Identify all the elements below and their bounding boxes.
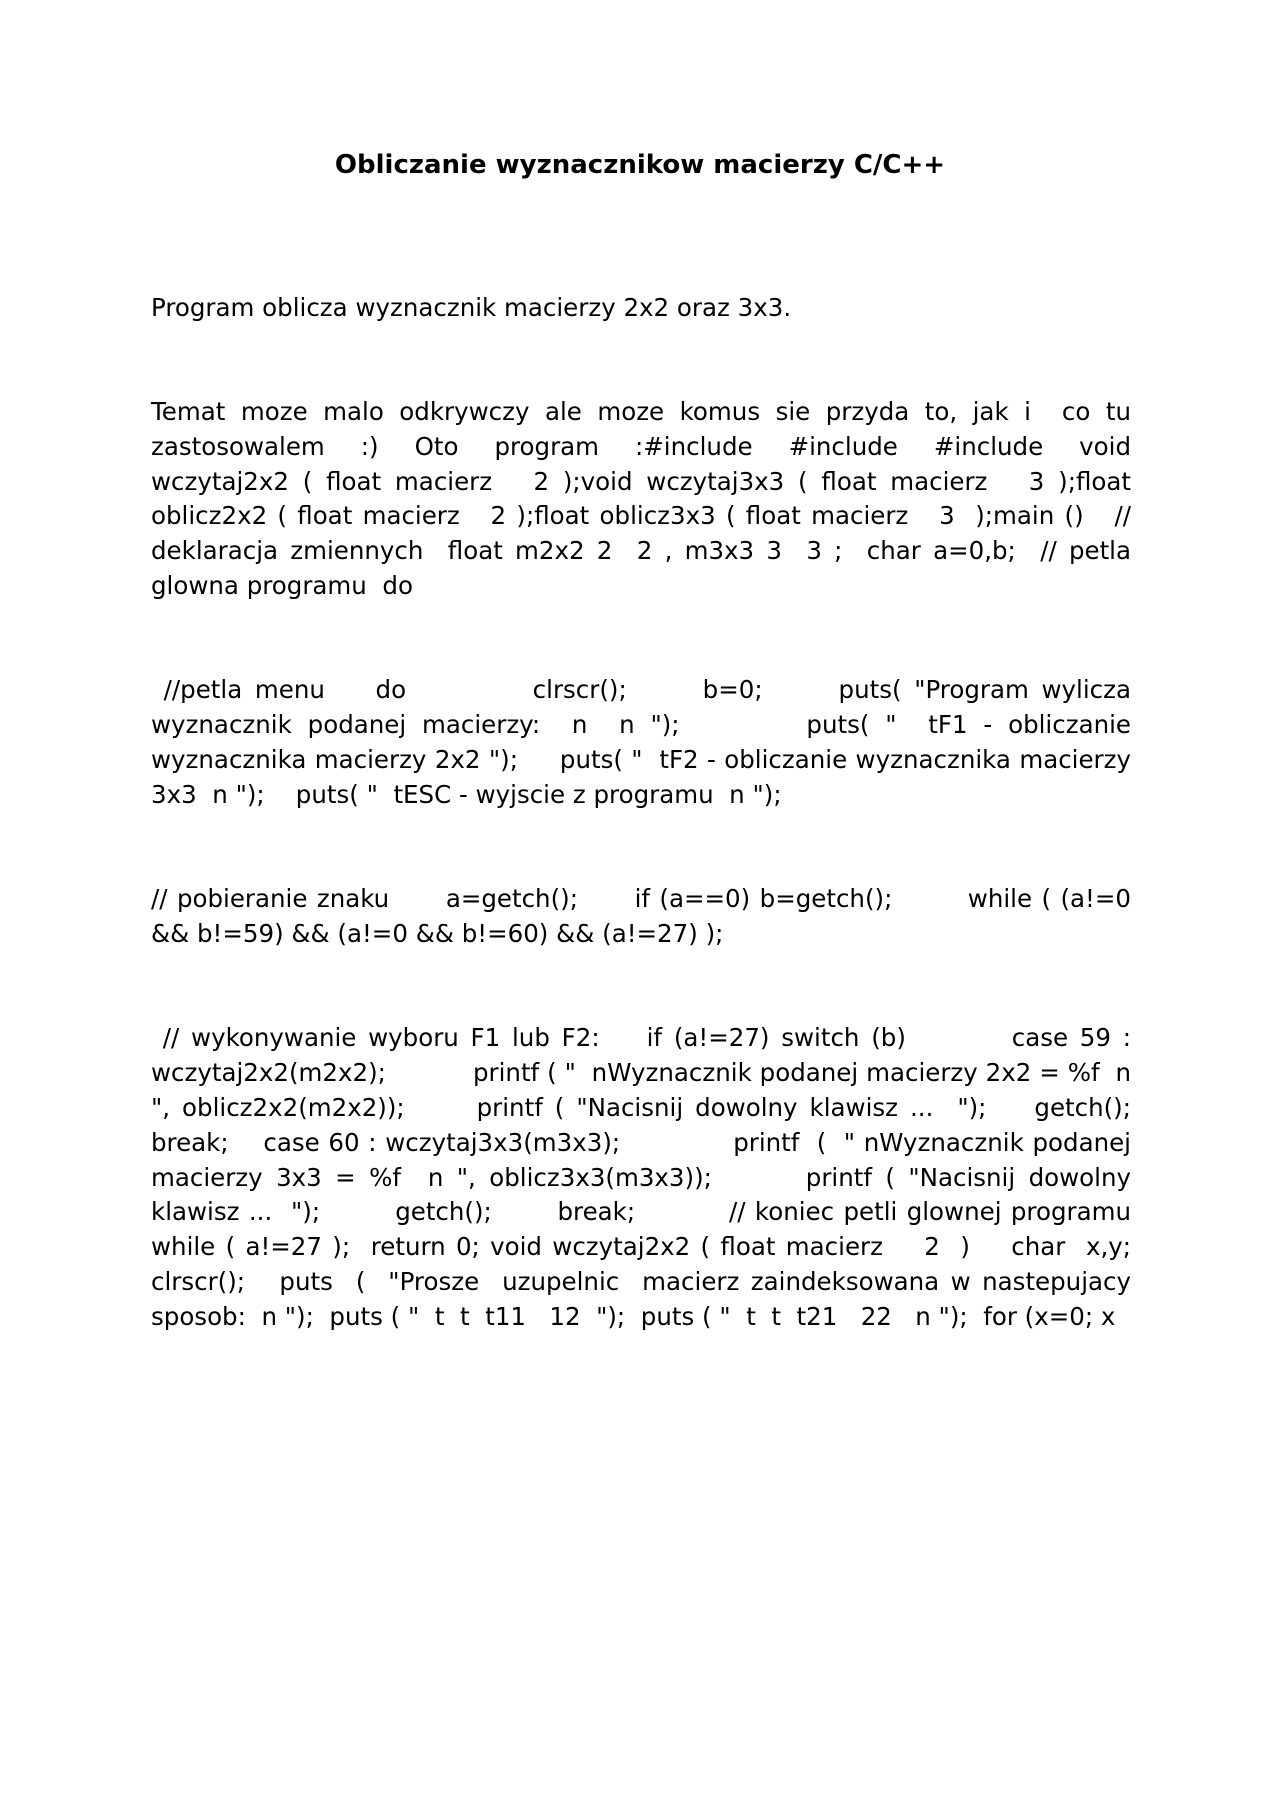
document-body (151, 221, 1209, 1404)
paragraph-intro: Program oblicza wyznacznik macierzy 2x2 oraz 3x3. (151, 292, 792, 322)
paragraph-menu-loop: //petla menu do clrscr(); b=0; puts( "Program wylicza wyznacznik podanej macierzy: n n "); puts( " tF1 - obliczanie wyznacznika macierzy 2x2 "); puts( " tF2 - obliczanie wyznacznika macierzy 3x3 n "); puts( " tESC - wyjscie z programu n "); (151, 675, 1139, 809)
paragraph-key-read: // pobieranie znaku a=getch(); if (a==0) b=getch(); while ( (a!=0 && b!=59) && (a!=0 && b!=60) && (a!=27) ); (151, 884, 1139, 948)
paragraph-switch: // wykonywanie wyboru F1 lub F2: if (a!=27) switch (b) case 59 : wczytaj2x2(m2x2); printf ( " nWyznacznik podanej macierzy 2x2 = %f n ", oblicz2x2(m2x2)); printf ( "Nacisnij dowolny klawisz ... "); getch(); break; case 60 : wczytaj3x3(m3x3); printf ( " nWyznacznik podanej macierzy 3x3 = %f n ", oblicz3x3(m3x3)); printf ( "Nacisnij dowolny klawisz ... "); getch(); break; // koniec petli glownej programu while ( a!=27 ); return 0; void wczytaj2x2 ( float macierz 2 ) char x,y; clrscr(); puts ( "Prosze uzupelnic macierz zaindeksowana w nastepujacy sposob: n "); puts ( " t t t11 12 "); puts ( " t t t21 22 n "); for (x=0; x (151, 1023, 1209, 1331)
paragraph-declarations: Temat moze malo odkrywczy ale moze komus sie przyda to, jak i co tu zastosowalem :) Oto program :#include #include #include void wczytaj2x2 ( float macierz 2 );void wczytaj3x3 ( float macierz 3 );float oblicz2x2 ( float macierz 2 );float oblicz3x3 ( float macierz 3 );main () // deklaracja zmiennych float m2x2 2 2 , m3x3 3 3 ; char a=0,b; // petla glowna programu do (151, 396, 1139, 600)
document-title: Obliczanie wyznacznikow macierzy C/C++ (334, 150, 946, 180)
